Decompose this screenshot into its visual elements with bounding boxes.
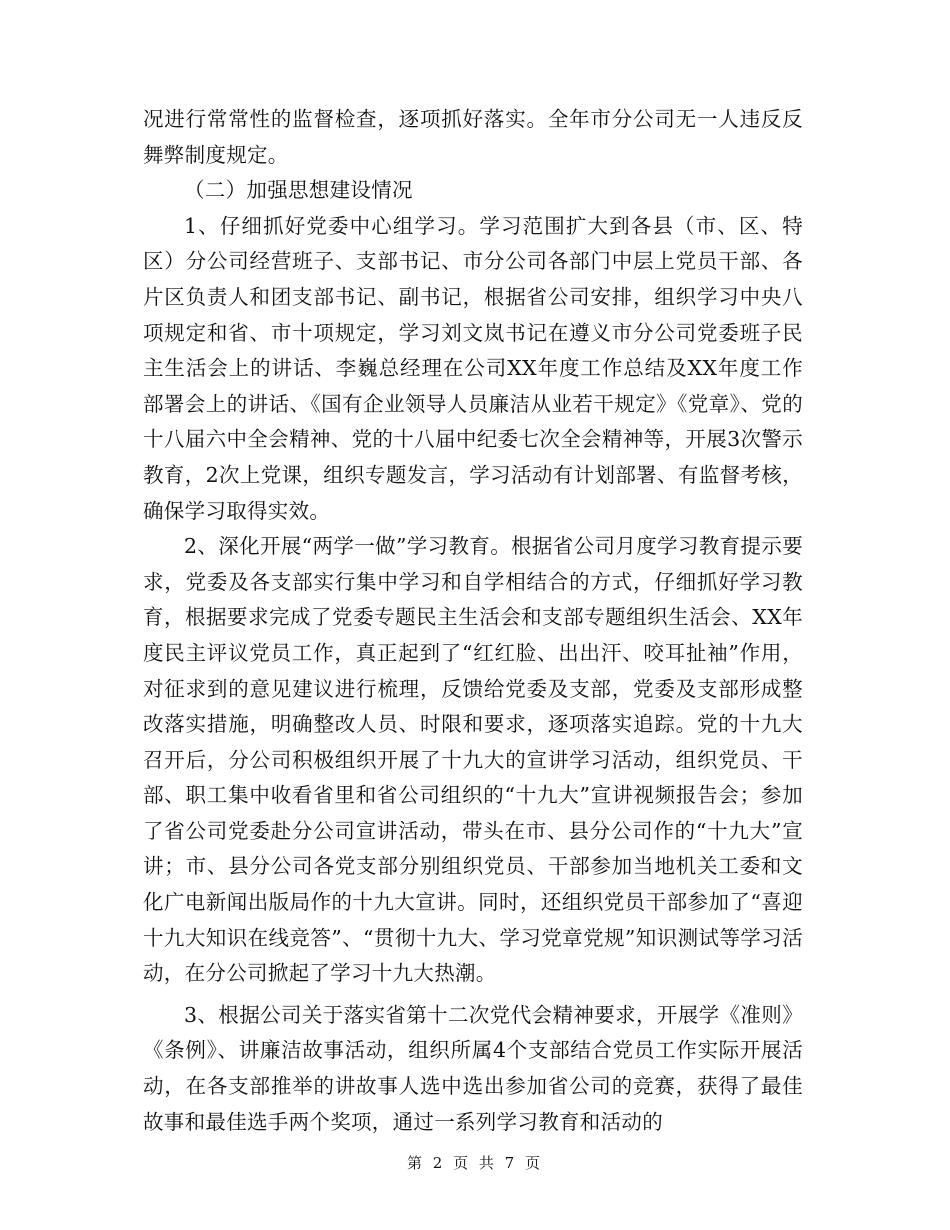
paragraph-item-1: 1、仔细抓好党委中心组学习。学习范围扩大到各县（市、区、特区）分公司经营班子、支部书记、市分公司各部门中层上党员干部、各片区负责人和团支部书记、副书记，根据省公司安排，组织学习中央八项规定和省、市十项规定，学习刘文岚书记在遵义市分公司党委班子民主生活会上的讲话、李巍总经理在公司XX年度工作总结及XX年度工作部署会上的讲话、《国有企业领导人员廉洁从业若干规定》《党章》、党的十八届六中全会精神、党的十八届中纪委七次全会精神等，开展3次警示教育，2次上党课，组织专题发言，学习活动有计划部署、有监督考核，确保学习取得实效。 [143,213,803,523]
page-number-footer: 第 2 页 共 7 页 [407,1154,543,1172]
document-body [143,102,803,1140]
section-heading: （二）加强思想建设情况 [184,178,413,203]
paragraph-item-2: 2、深化开展“两学一做”学习教育。根据省公司月度学习教育提示要求，党委及各支部实行集中学习和自学相结合的方式，仔细抓好学习教育，根据要求完成了党委专题民主生活会和支部专题组织生活会、XX年度民主评议党员工作，真正起到了“红红脸、出出汗、咬耳扯袖”作用，对征求到的意见建议进行梳理，反馈给党委及支部，党委及支部形成整改落实措施，明确整改人员、时限和要求，逐项落实追踪。党的十九大召开后，分公司积极组织开展了十九大的宣讲学习活动，组织党员、干部、职工集中收看省里和省公司组织的“十九大”宣讲视频报告会；参加了省公司党委赴分公司宣讲活动，带头在市、县分公司作的“十九大”宣讲；市、县分公司各党支部分别组织党员、干部参加当地机关工委和文化广电新闻出版局作的十九大宣讲。同时，还组织党员干部参加了“喜迎十九大知识在线竞答”、“贯彻十九大、学习党章党规”知识测试等学习活动，在分公司掀起了学习十九大热潮。 [143,534,803,986]
paragraph-continuation: 况进行常常性的监督检查，逐项抓好落实。全年市分公司无一人违反反舞弊制度规定。 [143,107,803,167]
paragraph-item-3: 3、根据公司关于落实省第十二次党代会精神要求，开展学《准则》《条例》、讲廉洁故事活动，组织所属4个支部结合党员工作实际开展活动，在各支部推举的讲故事人选中选出参加省公司的竞赛，获得了最佳故事和最佳选手两个奖项，通过一系列学习教育和活动的 [143,1002,803,1134]
